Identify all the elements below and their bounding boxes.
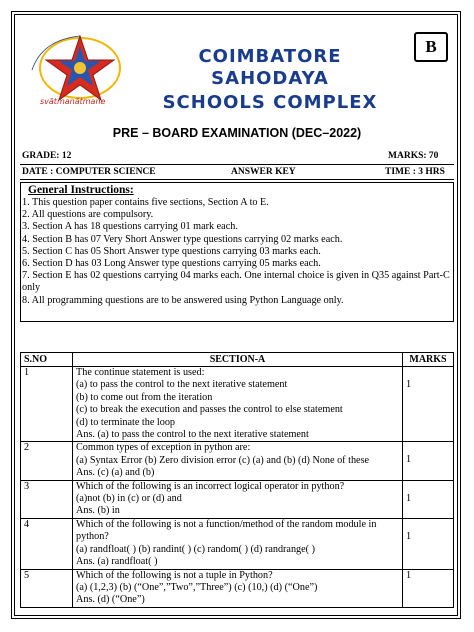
question-line: (a) Syntax Error (b) Zero division error (c) (a) and (b) (d) None of these [76, 454, 370, 466]
answer-line: Ans. (c) (a) and (b) [76, 467, 155, 479]
question-text [73, 518, 403, 569]
instruction-item: 7. Section E has 02 questions carrying 04 marks each. One internal choice is given in Q35 against Part-C only [22, 270, 450, 294]
table-row [21, 442, 454, 480]
question-line: (b) to come out from the iteration [76, 391, 213, 403]
table-header-row [21, 353, 454, 367]
question-text [73, 480, 403, 518]
question-line: Which of the following is an incorrect logical operator in python? [76, 480, 345, 492]
answer-key-label: ANSWER KEY [231, 167, 296, 177]
question-text [73, 367, 403, 442]
instruction-item: 5. Section C has 05 Short Answer type questions carrying 03 marks each. [22, 245, 321, 257]
instructions-title: General Instructions: [28, 184, 134, 196]
exam-title: PRE – BOARD EXAMINATION (DEC–2022) [112, 126, 362, 140]
question-marks: 1 [403, 569, 454, 607]
question-number: 1 [21, 367, 73, 442]
header-section: SECTION-A [73, 353, 403, 367]
table-row [21, 367, 454, 442]
question-number: 3 [21, 480, 73, 518]
divider [20, 164, 454, 165]
org-title-line2: SCHOOLS COMPLEX [162, 92, 378, 113]
instruction-item: 6. Section D has 03 Long Answer type questions carrying 05 marks each. [22, 258, 321, 270]
question-text [73, 569, 403, 607]
grade-label: GRADE: 12 [22, 151, 72, 161]
question-line: (c) to break the execution and passes the control to else statement [76, 404, 343, 416]
question-line: python? [76, 531, 109, 543]
set-label-box: B [414, 32, 448, 62]
instructions-list [22, 197, 450, 307]
table-row [21, 518, 454, 569]
question-line: (a) to pass the control to the next iterative statement [76, 379, 288, 391]
question-line: Which of the following is not a tuple in Python? [76, 569, 273, 581]
question-line: Common types of exception in python are: [76, 442, 251, 454]
header-marks: MARKS [403, 353, 454, 367]
question-marks: 1 [403, 480, 454, 518]
question-number: 4 [21, 518, 73, 569]
date-subject-label: DATE : COMPUTER SCIENCE [22, 167, 156, 177]
header-sno: S.NO [21, 353, 73, 367]
table-row [21, 480, 454, 518]
questions-table [20, 352, 454, 608]
instruction-item: 2. All questions are compulsory. [22, 209, 154, 221]
answer-line: Ans. (b) in [76, 505, 120, 517]
question-line: The continue statement is used: [76, 367, 205, 378]
instruction-item: 8. All programming questions are to be answered using Python Language only. [22, 294, 344, 306]
table-row [21, 569, 454, 607]
divider [20, 179, 454, 180]
org-title [140, 46, 400, 114]
question-text [73, 442, 403, 480]
question-marks: 1 [403, 518, 454, 569]
question-line: (a)not (b) in (c) or (d) and [76, 493, 182, 505]
question-line: Which of the following is not a function/method of the random module in [76, 518, 377, 530]
marks-label: MARKS: 70 [388, 151, 439, 161]
instruction-item: 1. This question paper contains five sections, Section A to E. [22, 197, 269, 208]
question-marks: 1 [403, 367, 454, 442]
question-number: 2 [21, 442, 73, 480]
answer-line: Ans. (a) randfloat( ) [76, 556, 158, 568]
question-number: 5 [21, 569, 73, 607]
school-logo [22, 30, 140, 110]
logo-motto: svātmanātmane [40, 97, 106, 106]
org-title-line1: COIMBATORE SAHODAYA [198, 46, 342, 89]
question-line: (a) (1,2,3) (b) (“One”,”Two”,”Three”) (c) (10,) (d) (“One”) [76, 581, 318, 593]
instruction-item: 4. Section B has 07 Very Short Answer type questions carrying 02 marks each. [22, 233, 343, 245]
question-line: (d) to terminate the loop [76, 416, 176, 428]
answer-line: Ans. (a) to pass the control to the next iterative statement [76, 429, 309, 441]
question-line: (a) randfloat( ) (b) randint( ) (c) random( ) (d) randrange( ) [76, 543, 315, 555]
time-label: TIME : 3 HRS [385, 167, 445, 177]
answer-line: Ans. (d) (“One”) [76, 594, 145, 606]
question-marks: 1 [403, 442, 454, 480]
instruction-item: 3. Section A has 18 questions carrying 01 mark each. [22, 221, 238, 233]
